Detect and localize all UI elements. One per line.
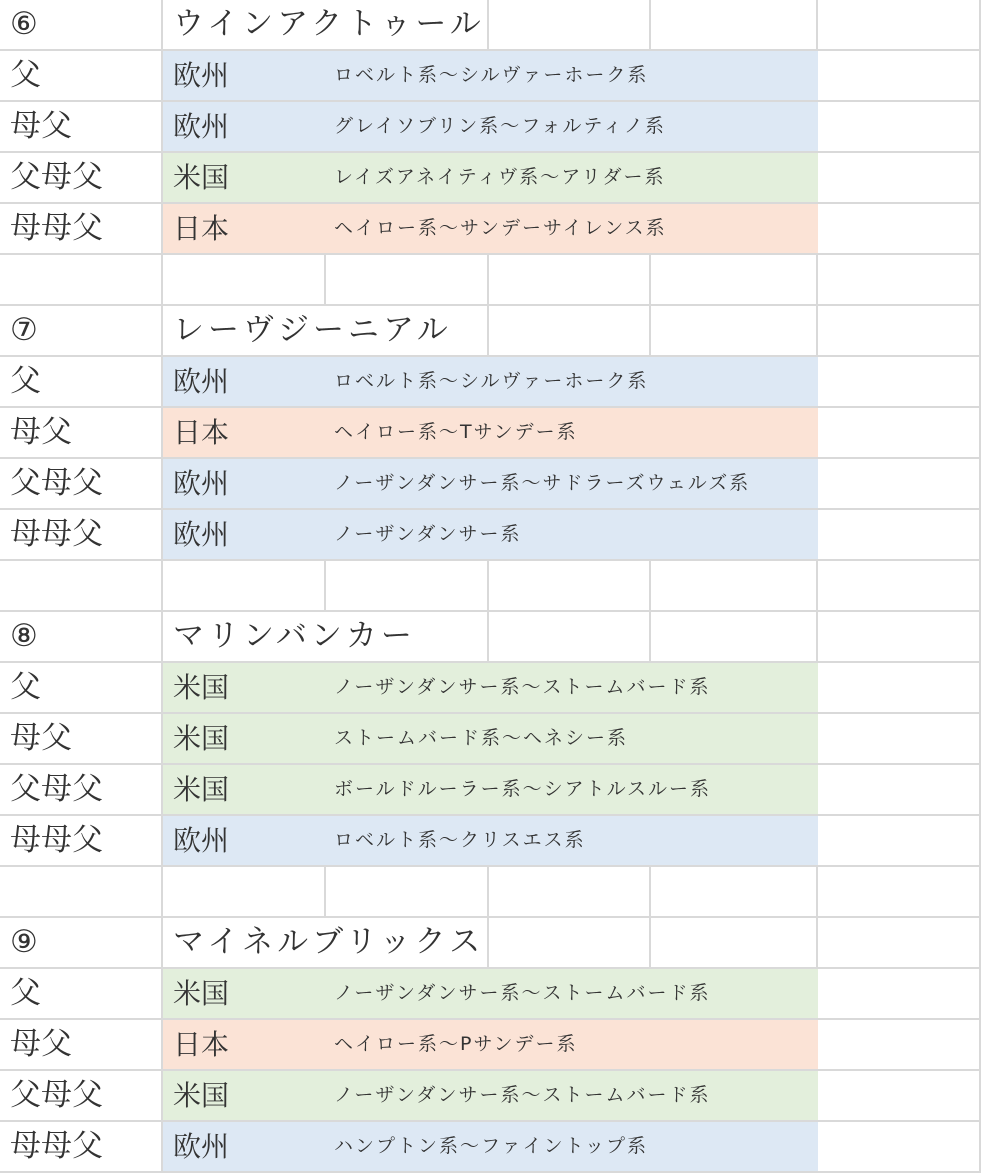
sheet-cell[interactable] xyxy=(489,918,651,969)
horse-number: ⑦ xyxy=(10,312,38,348)
pedigree-row xyxy=(0,510,981,561)
sheet-cell[interactable] xyxy=(163,561,326,612)
ancestor-role: 母父 xyxy=(10,414,72,450)
pedigree-row xyxy=(0,1122,981,1173)
lineage-text: ロベルト系～シルヴァーホーク系 xyxy=(334,64,649,86)
sheet-cell[interactable] xyxy=(489,306,651,357)
region-label: 米国 xyxy=(173,671,230,704)
lineage-text: ノーザンダンサー系～ストームバード系 xyxy=(334,982,711,1004)
sheet-cell[interactable] xyxy=(818,816,981,867)
pedigree-row xyxy=(0,51,981,102)
pedigree-row xyxy=(0,714,981,765)
lineage-text: ヘイロー系～Pサンデー系 xyxy=(334,1033,578,1055)
region-label: 日本 xyxy=(173,212,230,245)
pedigree-row xyxy=(0,357,981,408)
lineage-text: ノーザンダンサー系 xyxy=(334,523,522,545)
ancestor-role: 母母父 xyxy=(10,1128,103,1164)
horse-header-row xyxy=(0,0,981,51)
lineage-text: ハンプトン系～ファイントップ系 xyxy=(334,1135,649,1157)
lineage-text: ノーザンダンサー系～ストームバード系 xyxy=(334,1084,711,1106)
sheet-cell[interactable] xyxy=(818,765,981,816)
sheet-cell[interactable] xyxy=(651,51,818,102)
blank-row xyxy=(0,561,981,612)
sheet-cell[interactable] xyxy=(0,867,163,918)
ancestor-role: 母父 xyxy=(10,108,72,144)
pedigree-row xyxy=(0,102,981,153)
sheet-cell[interactable] xyxy=(326,561,489,612)
pedigree-row xyxy=(0,969,981,1020)
sheet-cell[interactable] xyxy=(818,867,981,918)
sheet-cell[interactable] xyxy=(818,1122,981,1173)
sheet-cell[interactable] xyxy=(651,102,818,153)
horse-header-row xyxy=(0,918,981,969)
sheet-cell[interactable] xyxy=(651,357,818,408)
sheet-cell[interactable] xyxy=(818,510,981,561)
sheet-cell[interactable] xyxy=(818,306,981,357)
sheet-cell[interactable] xyxy=(818,102,981,153)
sheet-cell[interactable] xyxy=(651,204,818,255)
ancestor-role: 父母父 xyxy=(10,159,103,195)
region-label: 米国 xyxy=(173,161,230,194)
ancestor-role: 父 xyxy=(10,57,41,93)
sheet-cell[interactable] xyxy=(651,408,818,459)
sheet-cell[interactable] xyxy=(818,357,981,408)
blank-row xyxy=(0,867,981,918)
sheet-cell[interactable] xyxy=(651,816,818,867)
sheet-cell[interactable] xyxy=(818,612,981,663)
sheet-cell[interactable] xyxy=(818,1071,981,1122)
sheet-cell[interactable] xyxy=(651,153,818,204)
sheet-cell[interactable] xyxy=(651,918,818,969)
sheet-cell[interactable] xyxy=(489,867,651,918)
horse-number: ⑨ xyxy=(10,924,38,960)
pedigree-row xyxy=(0,765,981,816)
region-label: 欧州 xyxy=(173,518,230,551)
ancestor-role: 母父 xyxy=(10,1026,72,1062)
ancestor-role: 父 xyxy=(10,669,41,705)
sheet-cell[interactable] xyxy=(818,408,981,459)
sheet-cell[interactable] xyxy=(326,867,489,918)
sheet-cell[interactable] xyxy=(163,867,326,918)
pedigree-row xyxy=(0,816,981,867)
ancestor-role: 父母父 xyxy=(10,771,103,807)
ancestor-role: 父母父 xyxy=(10,465,103,501)
region-label: 欧州 xyxy=(173,110,230,143)
lineage-text: ロベルト系～クリスエス系 xyxy=(334,829,586,851)
sheet-cell[interactable] xyxy=(651,561,818,612)
sheet-cell[interactable] xyxy=(818,255,981,306)
pedigree-row xyxy=(0,408,981,459)
horse-number: ⑧ xyxy=(10,618,38,654)
lineage-text: レイズアネイティヴ系～アリダー系 xyxy=(334,166,666,188)
region-label: 欧州 xyxy=(173,467,230,500)
sheet-cell[interactable] xyxy=(651,255,818,306)
horse-name: マリンバンカー xyxy=(173,618,416,654)
lineage-text: ボールドルーラー系～シアトルスルー系 xyxy=(334,778,712,800)
sheet-cell[interactable] xyxy=(651,1020,818,1071)
pedigree-row xyxy=(0,663,981,714)
sheet-cell[interactable] xyxy=(651,510,818,561)
ancestor-role: 父母父 xyxy=(10,1077,103,1113)
sheet-cell[interactable] xyxy=(163,255,326,306)
sheet-cell[interactable] xyxy=(818,561,981,612)
lineage-text: グレイソブリン系～フォルティノ系 xyxy=(334,115,666,137)
lineage-text: ストームバード系～ヘネシー系 xyxy=(334,727,629,749)
sheet-cell[interactable] xyxy=(651,0,818,51)
sheet-cell[interactable] xyxy=(651,306,818,357)
sheet-cell[interactable] xyxy=(489,612,651,663)
lineage-text: ヘイロー系～サンデーサイレンス系 xyxy=(334,217,667,239)
region-label: 日本 xyxy=(173,1028,230,1061)
sheet-cell[interactable] xyxy=(818,0,981,51)
ancestor-role: 父 xyxy=(10,975,41,1011)
ancestor-role: 母母父 xyxy=(10,210,103,246)
sheet-cell[interactable] xyxy=(818,459,981,510)
lineage-text: ヘイロー系～Tサンデー系 xyxy=(334,421,578,443)
pedigree-row xyxy=(0,459,981,510)
ancestor-role: 母父 xyxy=(10,720,72,756)
pedigree-row xyxy=(0,204,981,255)
region-label: 欧州 xyxy=(173,824,230,857)
pedigree-row xyxy=(0,153,981,204)
horse-name: マイネルブリックス xyxy=(173,924,485,960)
region-label: 米国 xyxy=(173,1079,230,1112)
sheet-cell[interactable] xyxy=(818,714,981,765)
sheet-cell[interactable] xyxy=(818,663,981,714)
region-label: 米国 xyxy=(173,977,230,1010)
sheet-cell[interactable] xyxy=(489,0,651,51)
region-label: 欧州 xyxy=(173,1130,230,1163)
sheet-cell[interactable] xyxy=(0,255,163,306)
lineage-text: ノーザンダンサー系～ストームバード系 xyxy=(334,676,711,698)
region-label: 日本 xyxy=(173,416,230,449)
horse-header-row xyxy=(0,612,981,663)
ancestor-role: 父 xyxy=(10,363,41,399)
sheet-cell[interactable] xyxy=(818,1020,981,1071)
horse-number: ⑥ xyxy=(10,6,38,42)
sheet-cell[interactable] xyxy=(818,153,981,204)
sheet-cell[interactable] xyxy=(818,204,981,255)
region-label: 欧州 xyxy=(173,59,230,92)
sheet-cell[interactable] xyxy=(0,561,163,612)
pedigree-row xyxy=(0,1020,981,1071)
sheet-cell[interactable] xyxy=(818,969,981,1020)
ancestor-role: 母母父 xyxy=(10,822,103,858)
region-label: 米国 xyxy=(173,722,230,755)
horse-header-row xyxy=(0,306,981,357)
sheet-cell[interactable] xyxy=(326,255,489,306)
ancestor-role: 母母父 xyxy=(10,516,103,552)
lineage-text: ロベルト系～シルヴァーホーク系 xyxy=(334,370,649,392)
sheet-cell[interactable] xyxy=(651,867,818,918)
sheet-cell[interactable] xyxy=(651,714,818,765)
pedigree-row xyxy=(0,1071,981,1122)
sheet-cell[interactable] xyxy=(651,1122,818,1173)
region-label: 米国 xyxy=(173,773,230,806)
sheet-cell[interactable] xyxy=(818,51,981,102)
blank-row xyxy=(0,255,981,306)
sheet-cell[interactable] xyxy=(818,918,981,969)
region-label: 欧州 xyxy=(173,365,230,398)
horse-name: ウインアクトゥール xyxy=(173,6,485,42)
sheet-cell[interactable] xyxy=(489,255,651,306)
horse-name: レーヴジーニアル xyxy=(173,312,452,348)
sheet-cell[interactable] xyxy=(651,612,818,663)
lineage-text: ノーザンダンサー系～サドラーズウェルズ系 xyxy=(334,472,751,494)
sheet-cell[interactable] xyxy=(489,561,651,612)
